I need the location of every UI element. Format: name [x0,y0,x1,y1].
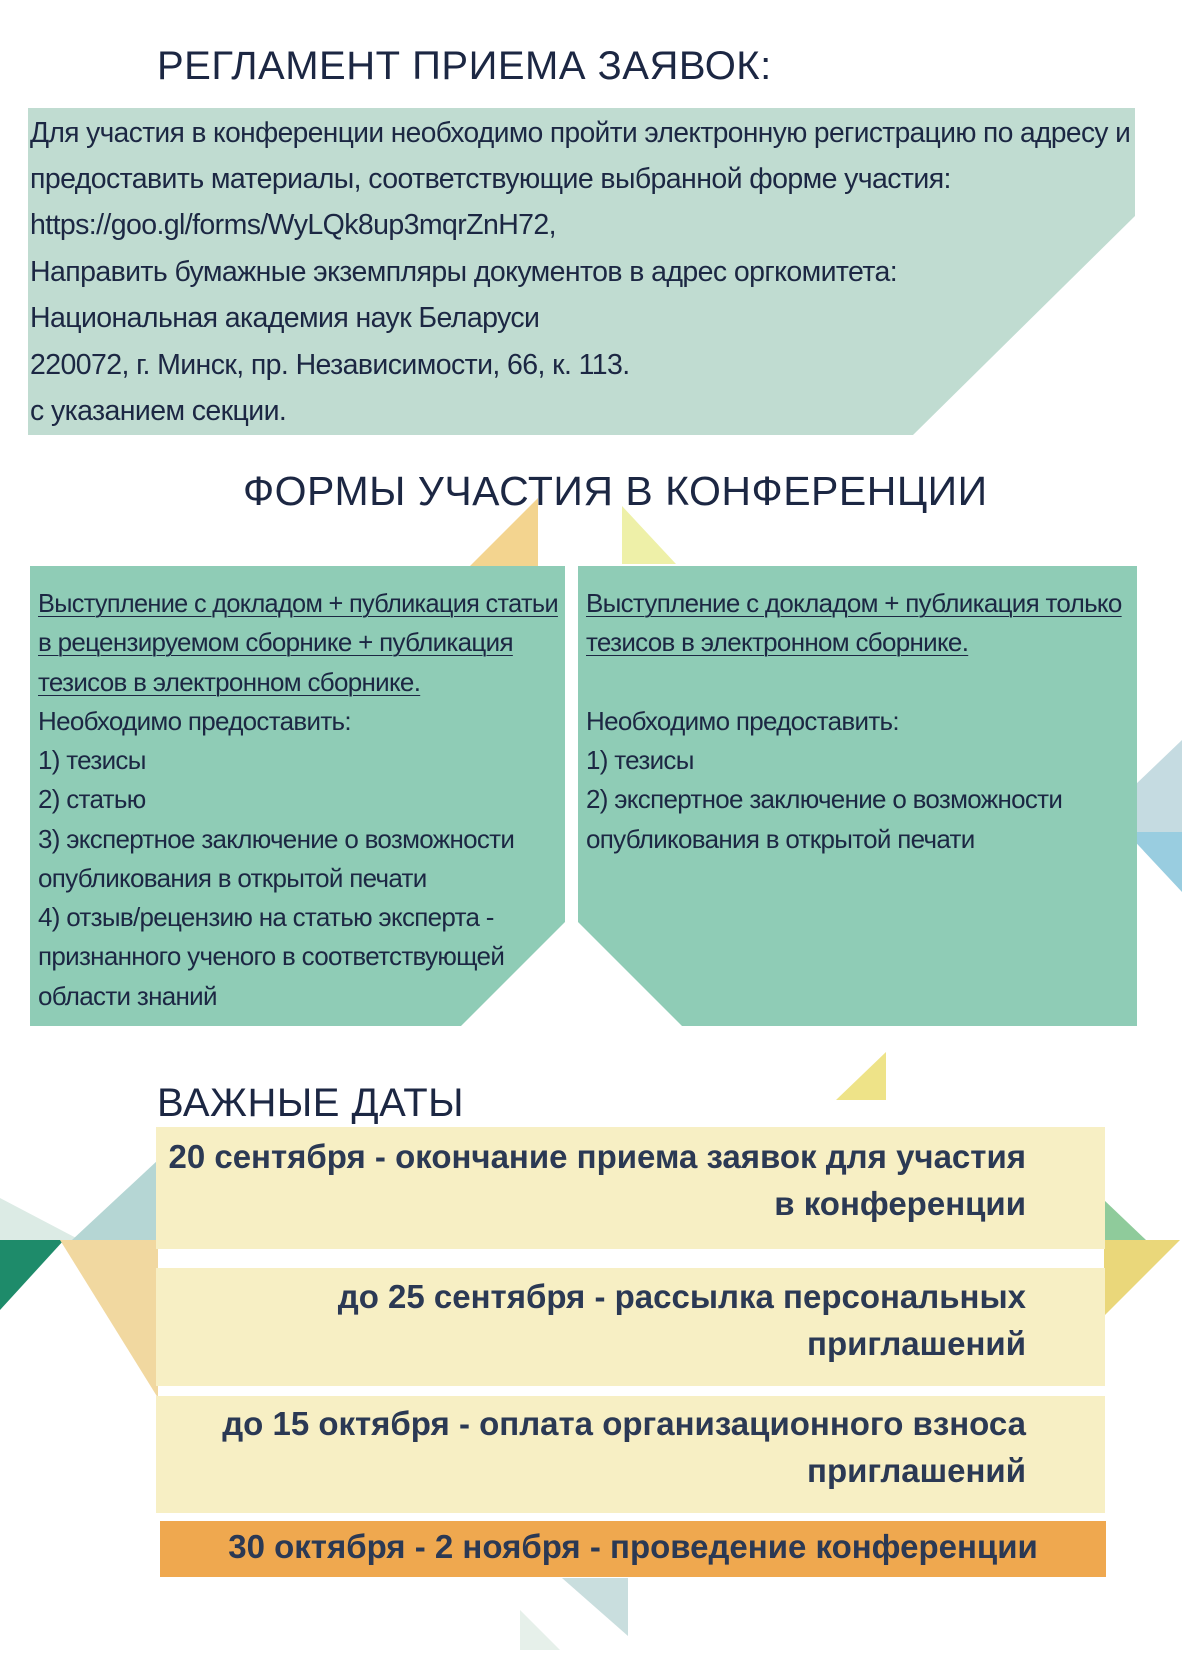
date-item-2 [156,1268,1105,1386]
decor-triangle-green-2 [1104,1200,1146,1240]
decor-triangle-yellow-3 [836,1052,886,1100]
regulation-line-2: предоставить материалы, соответствующие выбранной форме участия: [30,163,951,195]
regulation-box-corner-cut [913,216,1135,435]
registration-link[interactable]: https://goo.gl/forms/WyLQk8up3mqrZnH72, [30,209,556,241]
conference-dates-text: 30 октября - 2 ноября - проведение конференции [228,1528,1038,1565]
form-right-body-line-3: 2) экспертное заключение о возможности [586,784,1063,814]
date-item-1 [156,1127,1105,1249]
conference-dates-band [160,1521,1106,1577]
regulation-line-1: Для участия в конференции необходимо пройти электронную регистрацию по адресу и [30,117,1131,149]
date-item-3-line-1: до 15 октября - оплата организационного взноса [222,1405,1026,1442]
decor-triangle-darkgreen-1 [0,1240,64,1310]
date-item-3-line-2: приглашений [807,1452,1026,1489]
regulation-title: РЕГЛАМЕНТ ПРИЕМА ЗАЯВОК: [157,44,772,88]
decor-triangle-yellow-4 [1104,1240,1180,1316]
date-item-2-line-1: до 25 сентября - рассылка персональных [337,1278,1026,1315]
form-left-heading-line-2: в рецензируемом сборнике + публикация [38,627,513,657]
form-right-heading-line-1: Выступление с докладом + публикация только [586,588,1122,618]
date-item-1-line-2: в конференции [774,1185,1026,1222]
form-left-body-line-2: 1) тезисы [38,745,146,775]
form-left-heading-line-3: тезисов в электронном сборнике. [38,667,421,697]
form-left-body-line-5: опубликования в открытой печати [38,863,427,893]
date-item-1-line-1: 20 сентября - окончание приема заявок для участия [168,1138,1026,1175]
decor-triangle-blue-3 [562,1578,628,1636]
date-item-3 [156,1396,1105,1513]
form-left-body-line-4: 3) экспертное заключение о возможности [38,824,515,854]
decor-triangle-orange-2 [60,1240,158,1398]
regulation-line-5: Национальная академия наук Беларуси [30,302,540,334]
form-right-body-line-1: Необходимо предоставить: [586,706,899,736]
form-left-body-line-8: области знаний [38,981,217,1011]
form-left-body-line-3: 2) статью [38,784,146,814]
regulation-line-6: 220072, г. Минск, пр. Независимости, 66, к. 113. [30,349,630,381]
decor-triangle-teal-1 [72,1160,158,1240]
form-left-body-line-7: признанного ученого в соответствующей [38,941,505,971]
form-left-body-line-1: Необходимо предоставить: [38,706,351,736]
regulation-line-4: Направить бумажные экземпляры документов в адрес оргкомитета: [30,256,898,288]
form-right-body-line-2: 1) тезисы [586,745,694,775]
decor-triangle-lightgreen-1 [0,1198,80,1240]
form-right-body-line-4: опубликования в открытой печати [586,824,975,854]
decor-triangle-lightgreen-2 [520,1610,560,1650]
form-right-corner-cut [578,922,682,1026]
form-left-heading-line-1: Выступление с докладом + публикация статьи [38,588,558,618]
regulation-line-7: с указанием секции. [30,395,287,427]
forms-title: ФОРМЫ УЧАСТИЯ В КОНФЕРЕНЦИИ [243,468,988,514]
form-right-heading-line-2: тезисов в электронном сборнике. [586,627,969,657]
form-left-body-line-6: 4) отзыв/рецензию на статью эксперта - [38,902,494,932]
dates-title: ВАЖНЫЕ ДАТЫ [157,1081,465,1125]
form-left-corner-cut [461,922,565,1026]
date-item-2-line-2: приглашений [807,1325,1026,1362]
